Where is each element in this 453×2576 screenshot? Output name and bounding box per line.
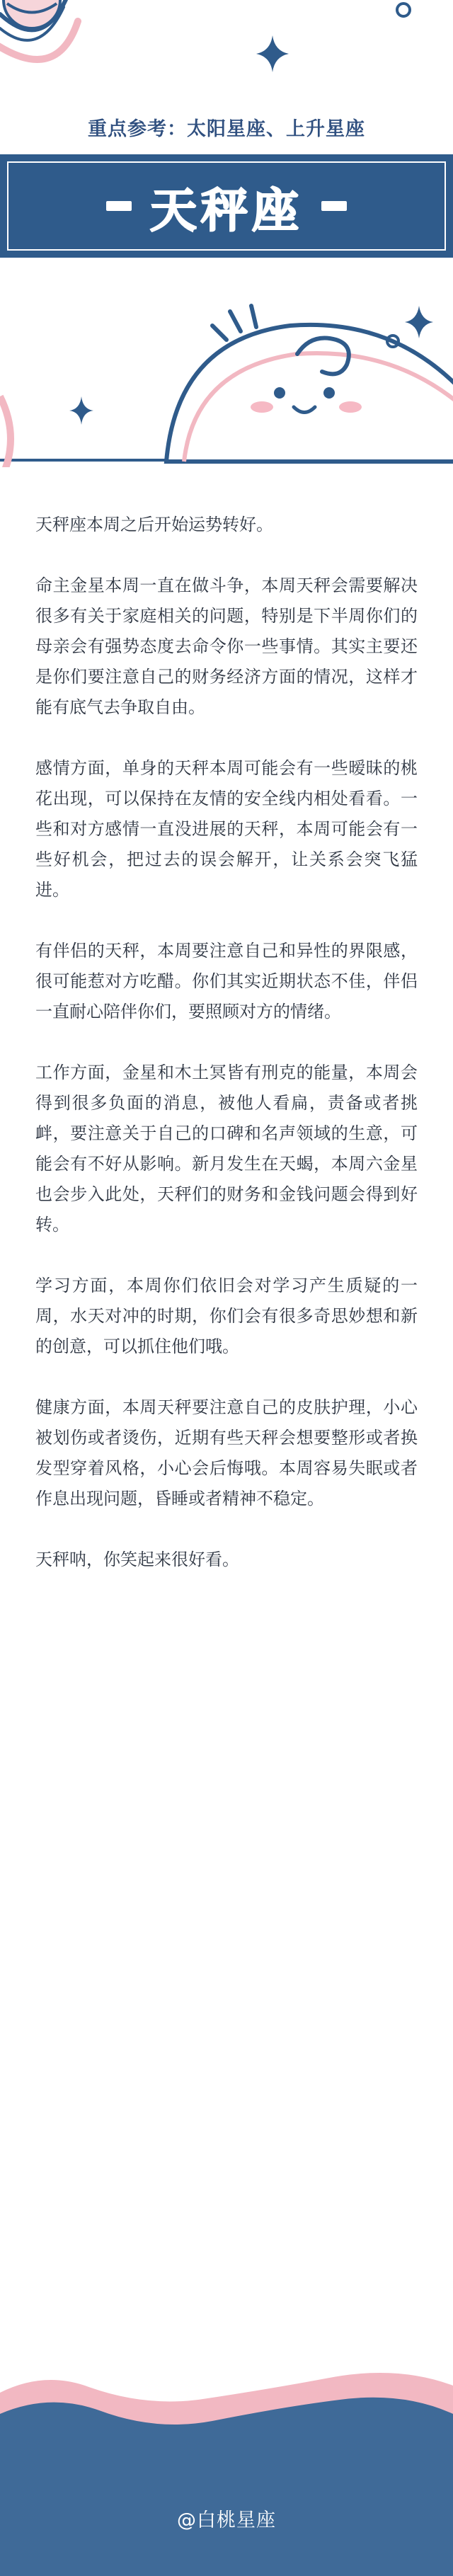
page-title: 天秤座	[150, 183, 303, 238]
footer-credit: @白桃星座	[177, 2509, 276, 2531]
sparkle-icon	[69, 396, 93, 425]
reference-subtitle: 重点参考：太阳星座、上升星座	[88, 118, 365, 140]
paragraph-health: 健康方面，本周天秤要注意自己的皮肤护理，小心被划伤或者烫伤，近期有些天秤会想要整形或者换发型穿着风格，小心会后悔哦。本周容易失眠或者作息出现问题，昏睡或者精神不稳定。	[35, 1397, 418, 1509]
paragraph-love-partner: 有伴侣的天秤，本周要注意自己和异性的界限感，很可能惹对方吃醋。你们其实近期状态不佳，伴侣一直耐心陪伴你们，要照顾对方的情绪。	[35, 941, 418, 1021]
title-banner	[0, 154, 453, 258]
paragraph-intro: 天秤座本周之后开始运势转好。	[35, 515, 273, 534]
paragraph-work: 工作方面，金星和木土冥皆有刑克的能量，本周会得到很多负面的消息，被他人看扁，责备或者挑衅，要注意关于自己的口碑和名声领域的生意，可能会有不好从影响。新月发生在天蝎，本周六金星也会步入此处，天秤们的财务和金钱问题会得到好转。	[35, 1063, 418, 1235]
footer-waves	[0, 2364, 453, 2576]
sparkle-icon	[405, 306, 433, 338]
paragraph-love-single: 感情方面，单身的天秤本周可能会有一些暧昧的桃花出现，可以保持在友情的安全线内相处看看。一些和对方感情一直没进展的天秤，本周可能会有一些好机会，把过去的误会解开，让关系会突飞猛进。	[35, 758, 418, 900]
paragraph-closing: 天秤呐，你笑起来很好看。	[35, 1550, 239, 1569]
paragraph-venus: 命主金星本周一直在做斗争，本周天秤会需要解决很多有关于家庭相关的问题，特别是下半周你们的母亲会有强势态度去命令你一些事情。其实主要还是你们要注意自己的财务经济方面的情况，这样才能有底气去争取自由。	[35, 576, 418, 717]
smiling-blob-illustration	[166, 306, 453, 462]
horoscope-content	[35, 510, 418, 1605]
paragraph-study: 学习方面，本周你们依旧会对学习产生质疑的一周，水天对冲的时期，你们会有很多奇思妙想和新的创意，可以抓住他们哦。	[35, 1276, 418, 1356]
pink-arc-decoration	[0, 396, 11, 467]
sparkle-icon	[256, 35, 289, 72]
title-banner-outline	[7, 161, 446, 251]
planet-illustration	[0, 0, 78, 59]
small-circle-icon	[397, 4, 410, 16]
